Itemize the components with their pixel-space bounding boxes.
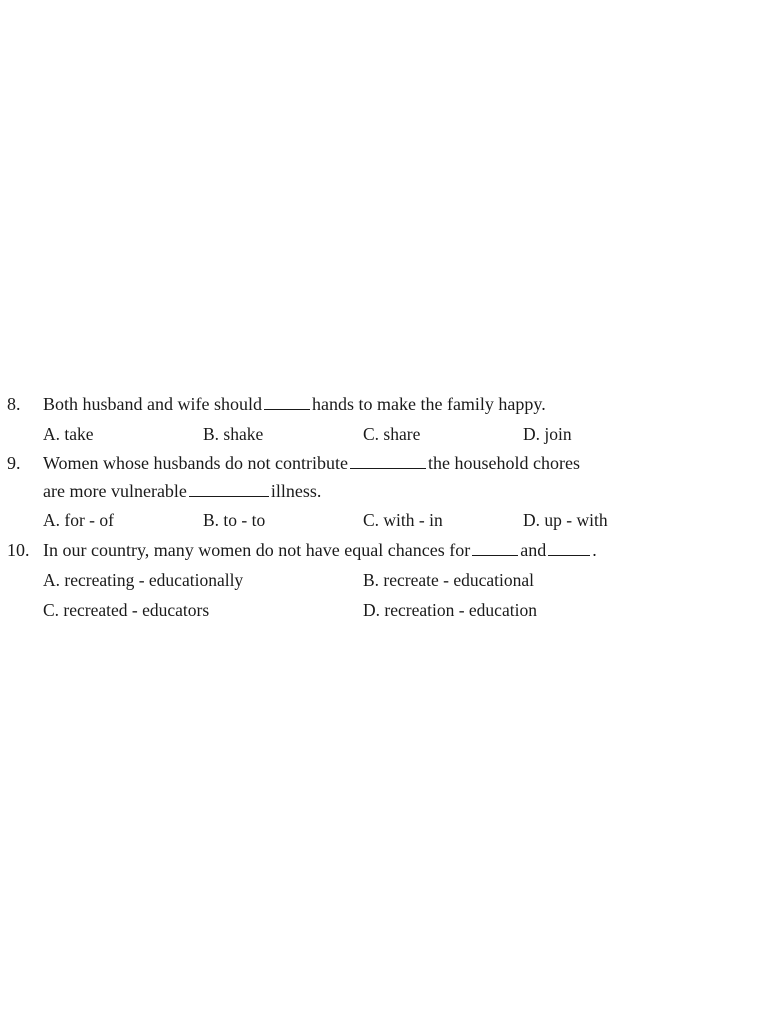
option-b[interactable]: B. recreate - educational bbox=[363, 570, 535, 590]
question-text-part: are more vulnerable bbox=[43, 481, 187, 501]
answer-blank[interactable] bbox=[548, 541, 590, 556]
question-text-part: and bbox=[520, 540, 547, 560]
option-c[interactable]: C. with - in bbox=[363, 510, 443, 530]
question-text bbox=[43, 539, 597, 561]
question-text-part: In our country, many women do not have equal chances for bbox=[43, 540, 471, 560]
option-b[interactable]: B. shake bbox=[203, 424, 264, 444]
answer-blank[interactable] bbox=[472, 541, 518, 556]
question-text-part: Women whose husbands do not contribute bbox=[43, 453, 349, 473]
option-a[interactable]: A. recreating - educationally bbox=[43, 570, 244, 590]
question-text bbox=[43, 452, 580, 474]
option-d[interactable]: D. recreation - education bbox=[363, 600, 537, 620]
option-a[interactable]: A. for - of bbox=[43, 510, 114, 530]
option-d[interactable]: D. up - with bbox=[523, 510, 608, 530]
question-text bbox=[43, 480, 321, 502]
answer-blank[interactable] bbox=[264, 395, 310, 410]
option-a[interactable]: A. take bbox=[43, 424, 94, 444]
question-text-part: illness. bbox=[270, 481, 322, 501]
question-text-part: hands to make the family happy. bbox=[311, 394, 546, 414]
option-d[interactable]: D. join bbox=[523, 424, 572, 444]
option-c[interactable]: C. share bbox=[363, 424, 421, 444]
answer-blank[interactable] bbox=[350, 454, 426, 469]
option-c[interactable]: C. recreated - educators bbox=[43, 600, 210, 620]
question-number: 8. bbox=[7, 394, 21, 414]
question-text-part: Both husband and wife should bbox=[43, 394, 262, 414]
option-b[interactable]: B. to - to bbox=[203, 510, 266, 530]
question-number: 10. bbox=[7, 540, 30, 560]
answer-blank[interactable] bbox=[189, 482, 269, 497]
question-number: 9. bbox=[7, 453, 21, 473]
question-text-part: the household chores bbox=[428, 453, 580, 473]
question-text-part: . bbox=[592, 540, 597, 560]
question-text bbox=[43, 393, 546, 415]
